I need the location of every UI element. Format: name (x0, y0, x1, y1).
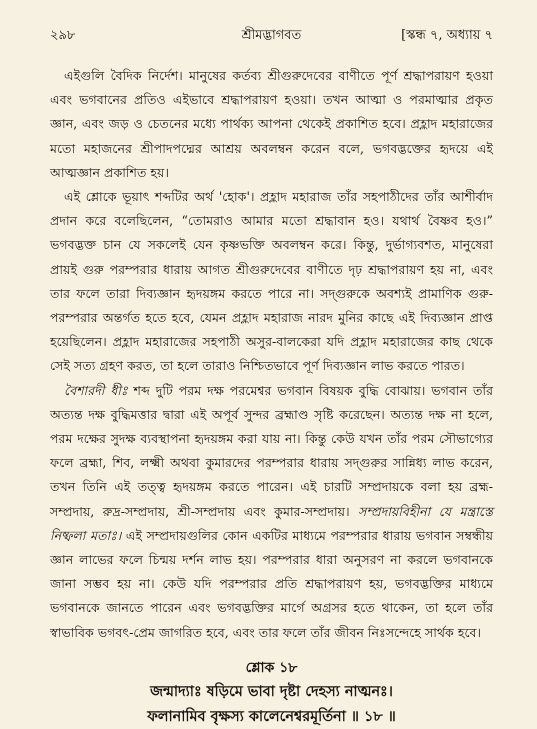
paragraph: বৈশারদী ধীঃ শব্দ দুটি পরম দক্ষ পরমেশ্বর ভগবান বিষয়ক বুদ্ধি বোঝায়। ভগবান তাঁর অত্যন্ত দক্ষ বুদ্ধিমত্তার দ্বারা এই অপূর্ব সুন্দর ব্রহ্মাণ্ড সৃষ্টি করেছেন। অত্যন্ত দক্ষ না হলে, পরম দক্ষের সুদক্ষ ব্যবস্থাপনা হৃদয়ঙ্গম করা যায় না। কিন্তু কেউ যখন তাঁর পরম সৌভাগ্যের ফলে ব্রহ্মা, শিব, লক্ষ্মী অথবা কুমারদের পরম্পরার ধারায় সদ্গুরুর সান্নিধ্য লাভ করেন, তখন তিনি এই তত্ত্ব হৃদয়ঙ্গম করতে পারেন। এই চারটি সম্প্রদায়কে বলা হয় ব্রহ্ম-সম্প্রদায়, রুদ্র-সম্প্রদায়, শ্রী-সম্প্রদায় এবং কুমার-সম্প্রদায়। সম্প্রদায়বিহীনা যে মন্ত্রাস্তে নিষ্ফলা মতাঃ। এই সম্প্রদায়গুলির কোন একটির মাধ্যমে পরম্পরার ধারায় ভগবান সম্বন্ধীয় জ্ঞান লাভের ফলে চিন্ময় দর্শন লাভ হয়। পরম্পরার ধারা অনুসরণ না করলে ভগবানকে জানা সম্ভব হয় না। কেউ যদি পরম্পরার প্রতি শ্রদ্ধাপরায়ণ হয়, ভগবদ্ভক্তির মাধ্যমে ভগবানকে জানতে পারেন এবং ভগবদ্ভক্তির মার্গে অগ্রসর হতে থাকেন, তা হলে তাঁর স্বাভাবিক ভগবৎ-প্রেম জাগরিত হবে, এবং তার ফলে তাঁর জীবন নিঃসন্দেহে সার্থক হবে। (50, 382, 494, 640)
verse-line: জন্মাদ্যাঃ ষড়িমে ভাবা দৃষ্টা দেহস্য নাত্মনঃ। (150, 682, 393, 700)
verse-label: শ্লোক ১৮ (245, 659, 298, 676)
page-number: ২৯৮ (50, 28, 76, 43)
canto-chapter-label: [স্কন্ধ ৭, অধ্যায় ৭ (401, 28, 493, 43)
book-title: শ্রীমদ্ভাগবত (241, 28, 302, 43)
verse-line: ফলানামিব বৃক্ষস্য কালেনেশ্বরমূর্তিনা ॥ ১৮ ॥ (147, 707, 396, 725)
sanskrit-term: বৈশারদী ধীঃ (64, 382, 128, 398)
verse-block (50, 657, 493, 729)
sanskrit-quote: সম্প্রদায়বিহীনা যে মন্ত্রাস্তে নিষ্ফলা মতাঃ। (50, 503, 493, 543)
paragraph: এই শ্লোকে ভূয়াৎ শব্দটির অর্থ 'হোক'। প্রহ্লাদ মহারাজ তাঁর সহপাঠীদের তাঁর আশীর্বাদ প্রদান করে বলেছিলেন, “তোমরাও আমার মতো শ্রদ্ধাবান হও। যথার্থ বৈষ্ণব হও।” ভগবদ্ভক্ত চান যে সকলেই যেন কৃষ্ণভক্তি অবলম্বন করে। কিন্তু, দুর্ভাগ্যবশত, মানুষেরা প্রায়ই গুরু পরম্পরার ধারায় আগত শ্রীগুরুদেবের বাণীতে দৃঢ় শ্রদ্ধাপরায়ণ হয় না, এবং তার ফলে তারা দিব্যজ্ঞান হৃদয়ঙ্গম করতে পারে না। সদ্গুরুকে অবশ্যই প্রামাণিক গুরু-পরম্পরার অন্তর্গত হতে হবে, যেমন প্রহ্লাদ মহারাজ নারদ মুনির কাছে এই দিব্যজ্ঞান প্রাপ্ত হয়েছিলেন। প্রহ্লাদ মহারাজের সহপাঠী অসুর-বালকেরা যদি প্রহ্লাদ মহারাজের কাছ থেকে সেই সত্য গ্রহণ করত, তা হলে তারাও নিশ্চিতভাবে পূর্ণ দিব্যজ্ঞান লাভ করতে পারত। (50, 189, 493, 374)
page-header (50, 26, 493, 48)
purport-text (50, 64, 493, 645)
paragraph: এইগুলি বৈদিক নির্দেশ। মানুষের কর্তব্য শ্রীগুরুদেবের বাণীতে পূর্ণ শ্রদ্ধাপরায়ণ হওয়া এবং ভগবানের প্রতিও এইভাবে শ্রদ্ধাপরায়ণ হওয়া। তখন আত্মা ও পরমাত্মার প্রকৃত জ্ঞান, এবং জড় ও চেতনের মধ্যে পার্থক্য আপনা থেকেই প্রকাশিত হবে। প্রহ্লাদ মহারাজের মতো মহাজনের শ্রীপাদপদ্মের আশ্রয় অবলম্বন করেন বলে, ভগবদ্ভক্তের হৃদয়ে এই আত্মজ্ঞান প্রকাশিত হয়। (50, 68, 493, 180)
